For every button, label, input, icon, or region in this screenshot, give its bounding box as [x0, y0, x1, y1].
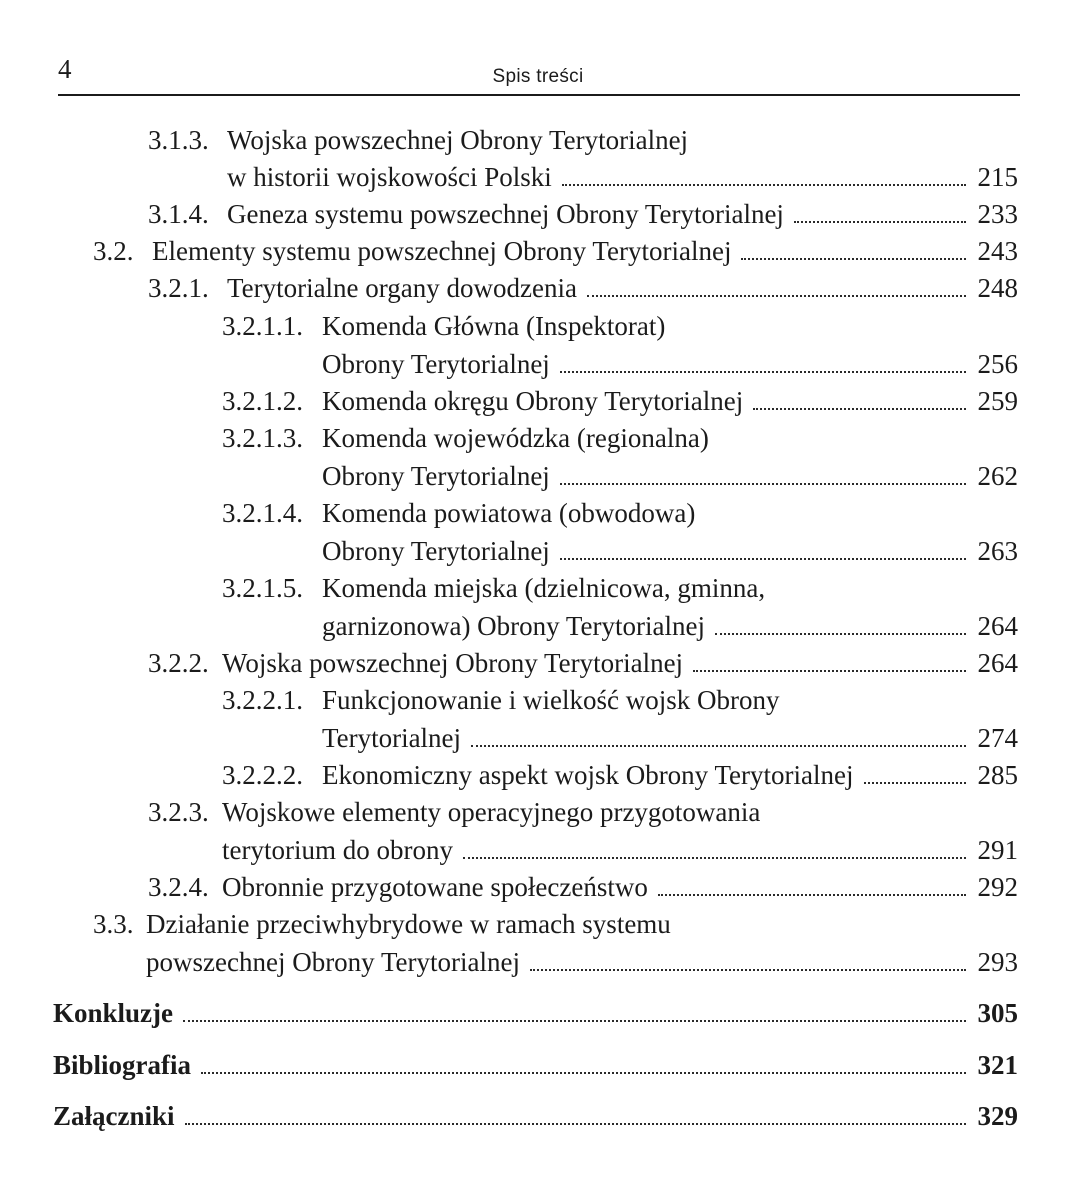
toc-entry-number: 3.2. [93, 236, 134, 266]
toc-entry-title: Wojskowe elementy operacyjnego przygotowania [222, 797, 761, 827]
toc-entry [222, 832, 1018, 868]
toc-entry-title: Bibliografia [53, 1050, 192, 1080]
toc-entry [222, 757, 1018, 793]
dot-leader [560, 371, 966, 373]
toc-entry [148, 122, 1018, 158]
toc-entry-title: terytorium do obrony [222, 835, 453, 865]
toc-entry-page: 233 [977, 199, 1018, 229]
toc-entry-page: 262 [977, 461, 1018, 491]
toc-entry-number: 3.1.4. [148, 199, 209, 229]
dot-leader [741, 258, 965, 260]
toc-entry-title: Terytorialnej [322, 723, 462, 753]
toc-entry [148, 869, 1018, 905]
toc-entry [148, 270, 1018, 306]
toc-entry-title: Załączniki [53, 1101, 175, 1131]
toc-entry [222, 308, 1018, 344]
toc-entry-page: 264 [977, 611, 1018, 641]
toc-entry [146, 944, 1018, 980]
toc-entry-number: 3.2.1.5. [222, 573, 303, 603]
toc-entry-page: 243 [977, 236, 1018, 266]
header-rule [58, 94, 1020, 96]
toc-entry [222, 682, 1018, 718]
toc-entry [93, 233, 1018, 269]
toc-entry-title: powszechnej Obrony Terytorialnej [146, 947, 520, 977]
toc-entry-title: Komenda powiatowa (obwodowa) [322, 498, 696, 528]
running-title: Spis treści [492, 66, 584, 87]
dot-leader [562, 184, 966, 186]
toc-entry [222, 570, 1018, 606]
toc-entry-title: Komenda okręgu Obrony Terytorialnej [322, 386, 744, 416]
toc-entry-title: Konkluzje [53, 998, 174, 1028]
toc-entry-page: 274 [977, 723, 1018, 753]
toc-entry-title: Komenda miejska (dzielnicowa, gminna, [322, 573, 766, 603]
toc-entry [322, 720, 1018, 756]
toc-entry [322, 346, 1018, 382]
toc-entry-page: 329 [977, 1101, 1018, 1131]
toc-entry-page: 248 [977, 273, 1018, 303]
toc-entry-page: 285 [977, 760, 1018, 790]
dot-leader [658, 894, 966, 896]
toc-entry-number: 3.2.2.2. [222, 760, 303, 790]
toc-entry-number: 3.2.1. [148, 273, 209, 303]
toc-entry-page: 215 [977, 162, 1018, 192]
toc-entry-page: 264 [977, 648, 1018, 678]
toc-entry-page: 256 [977, 349, 1018, 379]
dot-leader [560, 558, 966, 560]
toc-entry-number: 3.2.2.1. [222, 685, 303, 715]
toc-entry-title: Komenda wojewódzka (regionalna) [322, 423, 709, 453]
toc-entry-number: 3.1.3. [148, 125, 209, 155]
toc-entry-title: garnizonowa) Obrony Terytorialnej [322, 611, 705, 641]
toc-entry-title: Obrony Terytorialnej [322, 461, 550, 491]
toc-entry-title: Terytorialne organy dowodzenia [227, 273, 577, 303]
dot-leader [753, 408, 965, 410]
toc-entry-title: w historii wojskowości Polski [227, 162, 552, 192]
toc-entry-page: 291 [977, 835, 1018, 865]
dot-leader [715, 633, 966, 635]
toc-entry-title: Ekonomiczny aspekt wojsk Obrony Terytorialnej [322, 760, 854, 790]
toc-entry [93, 906, 1018, 942]
dot-leader [560, 483, 966, 485]
toc-entry-title: Funkcjonowanie i wielkość wojsk Obrony [322, 685, 780, 715]
toc-entry-number: 3.2.1.3. [222, 423, 303, 453]
dot-leader [864, 782, 966, 784]
dot-leader [183, 1020, 965, 1022]
toc-entry-number: 3.2.2. [148, 648, 209, 678]
toc-entry-title: Geneza systemu powszechnej Obrony Terytorialnej [227, 199, 784, 229]
toc-entry-number: 3.2.3. [148, 797, 209, 827]
toc-entry-number: 3.2.4. [148, 872, 209, 902]
toc-entry-title: Obrony Terytorialnej [322, 349, 550, 379]
dot-leader [201, 1072, 965, 1074]
toc-entry-title: Obrony Terytorialnej [322, 536, 550, 566]
toc-entry [53, 1098, 1018, 1134]
toc-entry-title: Działanie przeciwhybrydowe w ramach systemu [146, 909, 671, 939]
toc-entry-page: 305 [977, 998, 1018, 1028]
toc-entry [148, 794, 1018, 830]
toc-entry [148, 196, 1018, 232]
dot-leader [530, 969, 966, 971]
toc-entry-page: 321 [977, 1050, 1018, 1080]
toc-entry-title: Wojska powszechnej Obrony Terytorialnej [222, 648, 684, 678]
toc-entry-page: 293 [977, 947, 1018, 977]
toc-entry-page: 292 [977, 872, 1018, 902]
dot-leader [794, 221, 966, 223]
toc-entry-number: 3.2.1.2. [222, 386, 303, 416]
toc-entry [222, 495, 1018, 531]
toc-entry-number: 3.2.1.1. [222, 311, 303, 341]
toc-entry-page: 263 [977, 536, 1018, 566]
page-number: 4 [58, 54, 72, 84]
toc-entry-title: Wojska powszechnej Obrony Terytorialnej [227, 125, 689, 155]
toc-entry-title: Elementy systemu powszechnej Obrony Terytorialnej [152, 236, 732, 266]
toc-entry-title: Obronnie przygotowane społeczeństwo [222, 872, 648, 902]
dot-leader [693, 670, 965, 672]
toc-entry [227, 159, 1018, 195]
toc-entry-page: 259 [977, 386, 1018, 416]
toc-entry-number: 3.3. [93, 909, 134, 939]
toc-entry [53, 1047, 1018, 1083]
toc-entry [53, 995, 1018, 1031]
toc-entry-number: 3.2.1.4. [222, 498, 303, 528]
dot-leader [587, 295, 966, 297]
toc-entry [222, 383, 1018, 419]
toc-entry [322, 608, 1018, 644]
toc-entry-title: Komenda Główna (Inspektorat) [322, 311, 666, 341]
dot-leader [463, 857, 966, 859]
toc-entry [322, 458, 1018, 494]
toc-entry [148, 645, 1018, 681]
toc-entry [322, 533, 1018, 569]
dot-leader [471, 745, 965, 747]
toc-entry [222, 420, 1018, 456]
dot-leader [185, 1123, 966, 1125]
